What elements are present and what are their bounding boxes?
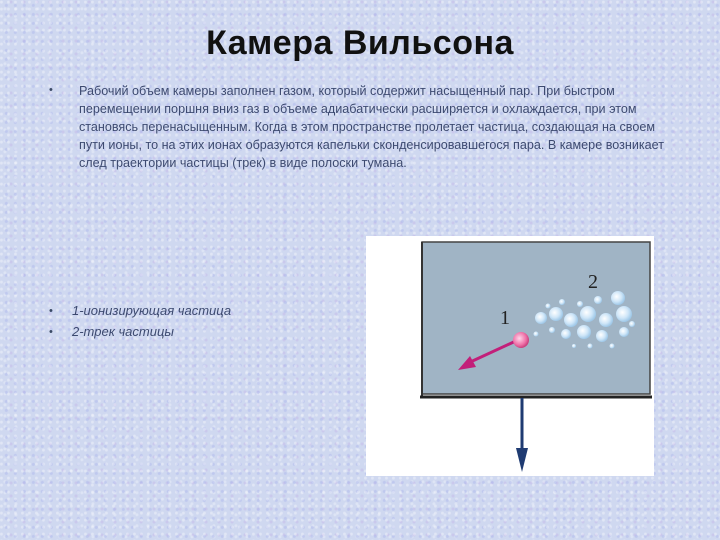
bullet-marker: • xyxy=(49,305,53,317)
track-label: 2 xyxy=(588,271,598,293)
bullet-marker: • xyxy=(49,84,53,96)
bullet-marker: • xyxy=(49,326,53,338)
particle-label: 1 xyxy=(500,307,510,329)
cloud-chamber-diagram xyxy=(366,236,654,476)
slide-title: Камера Вильсона xyxy=(206,24,514,62)
legend-item-track: 2-трек частицы xyxy=(72,324,174,339)
description-text: Рабочий объем камеры заполнен газом, который содержит насыщенный пар. При быстром перемещении поршня вниз газ в объеме адиабатически расширяется и охлаждается, при этом становясь перенасыщенным. Когда в этом пространстве пролетает частица, создающая на своем пути ионы, то на этих ионах образуются капельки сконденсировавшегося пара. В камере возникает след траектории частицы (трек) в виде полоски тумана. xyxy=(79,84,665,170)
legend-item-particle: 1-ионизирующая частица xyxy=(72,303,232,318)
